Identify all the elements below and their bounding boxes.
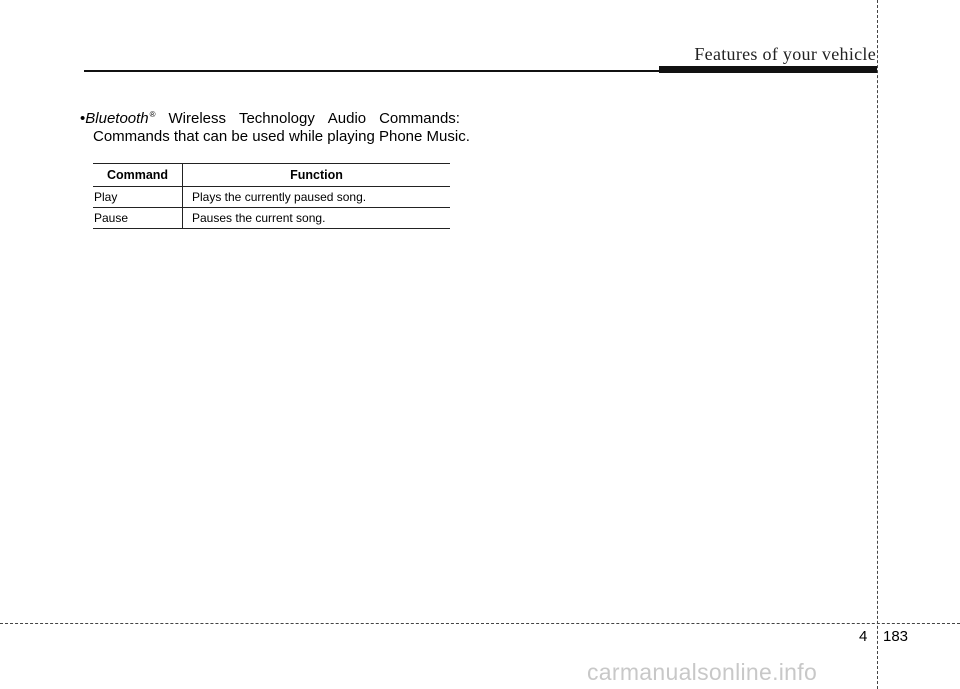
page-number: 183 bbox=[883, 628, 909, 645]
header-function: Function bbox=[183, 164, 451, 187]
bullet-word: Audio bbox=[327, 110, 367, 127]
cell-command: Pause bbox=[93, 208, 183, 229]
running-header-title: Features of your vehicle bbox=[694, 44, 876, 64]
bullet-marker: • bbox=[80, 110, 86, 127]
table-row bbox=[93, 187, 450, 208]
header-command: Command bbox=[93, 164, 183, 187]
cell-command: Play bbox=[93, 187, 183, 208]
command-table bbox=[93, 163, 450, 229]
footer-dashed-line-horizontal bbox=[0, 623, 960, 624]
bullet-word: Technology bbox=[238, 110, 315, 127]
bullet-paragraph bbox=[80, 110, 470, 146]
header-rule-thick bbox=[659, 66, 877, 73]
bullet-word: Commands: bbox=[379, 110, 460, 127]
bullet-line-2: Commands that can be used while playing Phone Music. bbox=[93, 128, 470, 145]
footer-dashed-line-vertical bbox=[877, 0, 878, 689]
cell-function: Plays the currently paused song. bbox=[183, 187, 451, 208]
bullet-line-1 bbox=[80, 110, 460, 128]
table-row bbox=[93, 208, 450, 229]
watermark-text: carmanualsonline.info bbox=[587, 659, 818, 685]
header-rule-thin bbox=[84, 70, 659, 72]
bullet-word: Wireless bbox=[168, 110, 227, 127]
registered-mark: ® bbox=[149, 110, 156, 119]
table-header-row bbox=[93, 164, 450, 187]
chapter-number: 4 bbox=[859, 628, 868, 645]
cell-function: Pauses the current song. bbox=[183, 208, 451, 229]
brand-name: Bluetooth bbox=[85, 110, 149, 127]
bullet-lead bbox=[80, 110, 156, 128]
